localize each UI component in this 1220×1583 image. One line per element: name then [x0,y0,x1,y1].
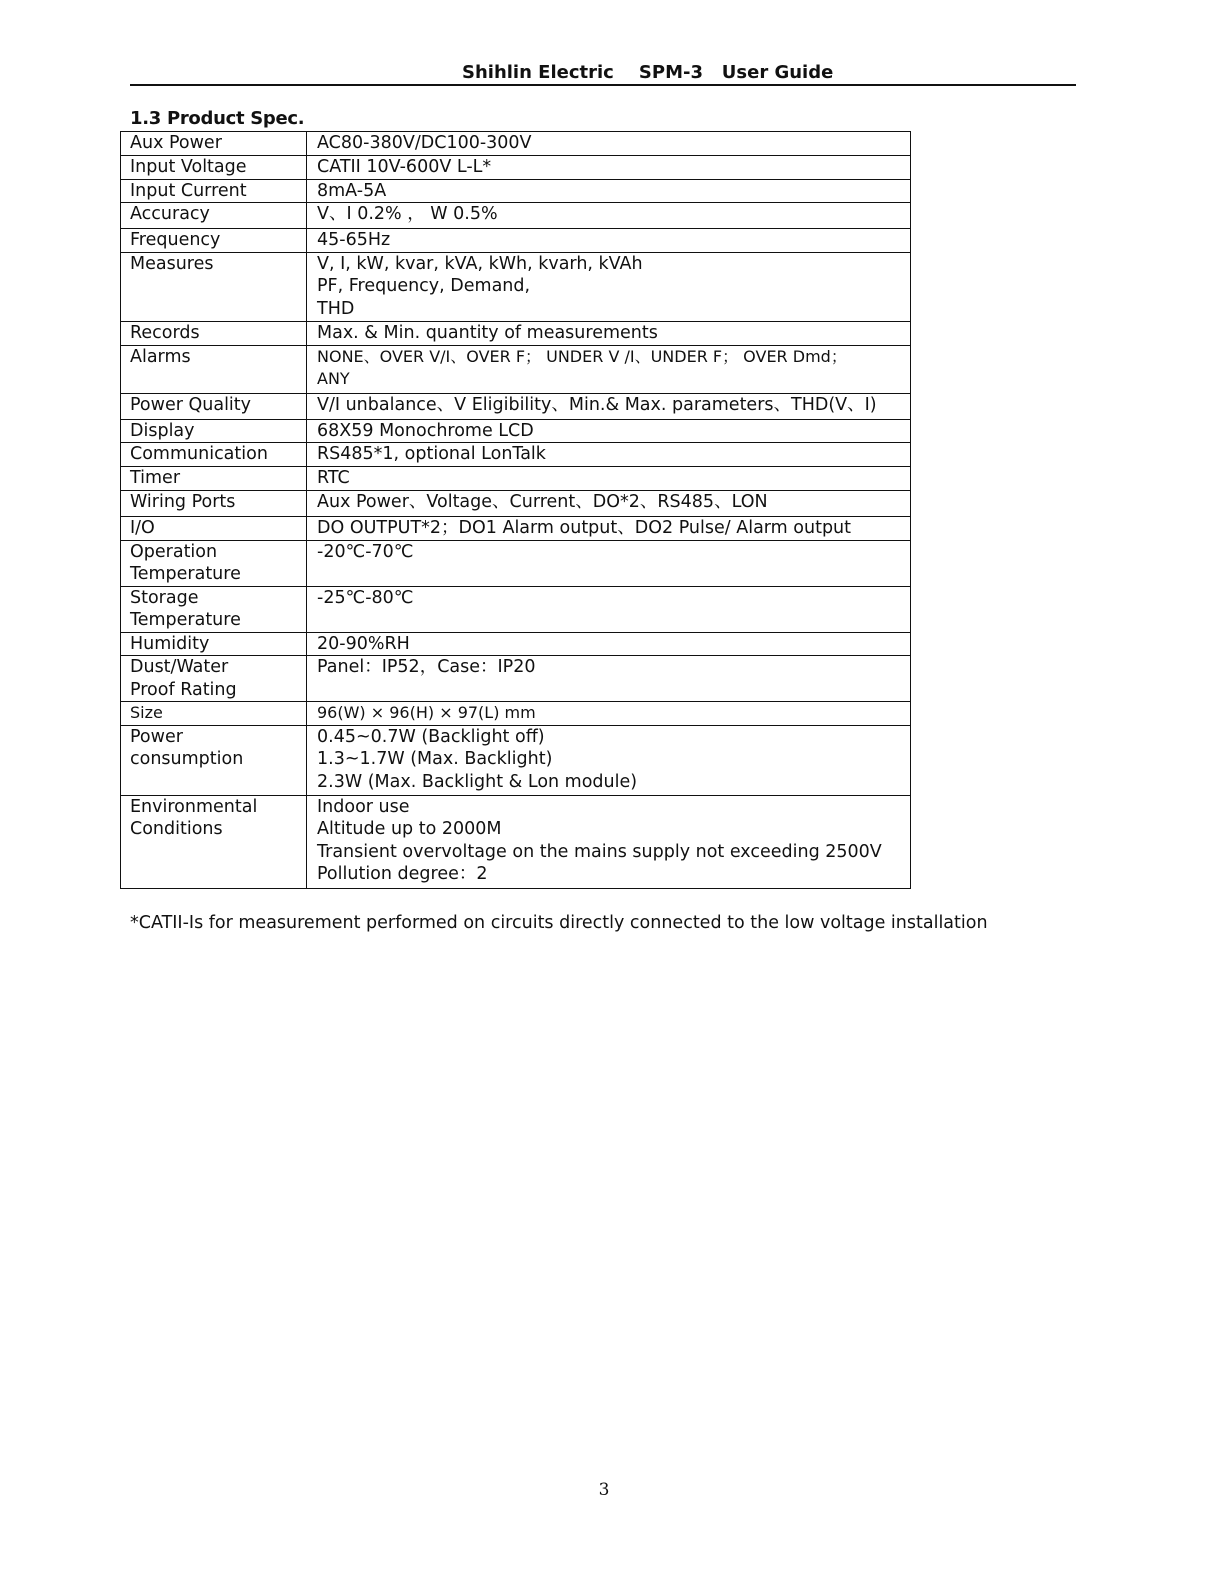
spec-value-cell [307,725,911,795]
spec-label: Records [130,322,200,343]
spec-row [121,656,911,702]
spec-label-cell [121,321,307,345]
spec-row [121,632,911,656]
page-header [130,62,1076,86]
spec-label-cell [121,586,307,632]
spec-value-cell [307,467,911,491]
spec-value-cell [307,252,911,321]
spec-value: AC80-380V/DC100-300V [317,133,532,153]
spec-value: ANY [317,369,350,388]
spec-row [121,702,911,726]
spec-label-cell [121,155,307,179]
spec-row [121,252,911,321]
spec-row [121,516,911,540]
spec-value: Indoor use [317,796,410,817]
spec-value-cell [307,203,911,229]
spec-value-cell [307,155,911,179]
spec-value-cell [307,393,911,419]
spec-label: Measures [130,253,214,274]
spec-label: Power [130,726,183,747]
spec-value: Altitude up to 2000M [317,819,502,839]
spec-value-cell [307,179,911,203]
spec-row [121,321,911,345]
product-spec-table [120,131,911,889]
spec-label-cell [121,725,307,795]
spec-value-cell [307,345,911,393]
spec-label-cell [121,203,307,229]
spec-label-cell [121,419,307,443]
spec-label-cell [121,252,307,321]
spec-label-cell [121,632,307,656]
spec-row [121,203,911,229]
spec-value: 0.45~0.7W (Backlight off) [317,726,545,747]
spec-value: CATII 10V-600V L-L* [317,156,492,177]
spec-row [121,540,911,586]
spec-label-cell [121,443,307,467]
spec-row [121,419,911,443]
spec-row [121,586,911,632]
spec-label: consumption [130,749,244,769]
spec-value: V、I 0.2% ， W 0.5% [317,204,498,224]
spec-value: Pollution degree：2 [317,864,488,884]
spec-value: 96(W) × 96(H) × 97(L) mm [317,703,536,722]
spec-table-body [121,132,911,889]
spec-value: DO OUTPUT*2；DO1 Alarm output、DO2 Pulse/ Alarm output [317,517,852,538]
spec-label: Humidity [130,633,210,654]
spec-value: Transient overvoltage on the mains supply not exceeding 2500V [317,841,882,862]
spec-label: Input Current [130,180,247,201]
spec-value: 8mA-5A [317,180,387,201]
spec-label-cell [121,516,307,540]
section-title: 1.3 Product Spec. [130,108,305,129]
spec-row [121,490,911,516]
spec-label-cell [121,656,307,702]
header-title: Shihlin Electric SPM-3 User Guide [462,62,834,83]
spec-value-cell [307,586,911,632]
spec-value: 2.3W (Max. Backlight & Lon module) [317,771,638,792]
spec-label: Environmental [130,796,258,817]
spec-label: Aux Power [130,133,222,153]
spec-row [121,393,911,419]
spec-label-cell [121,229,307,253]
spec-value: PF, Frequency, Demand, [317,276,531,296]
spec-label-cell [121,132,307,156]
spec-label: Timer [130,468,181,488]
spec-row [121,179,911,203]
spec-label-cell [121,345,307,393]
spec-value-cell [307,229,911,253]
spec-value-cell [307,540,911,586]
spec-label-cell [121,393,307,419]
spec-label-cell [121,795,307,888]
spec-row [121,345,911,393]
spec-value-cell [307,443,911,467]
spec-label-cell [121,490,307,516]
spec-value: Panel：IP52，Case：IP20 [317,657,536,677]
spec-label-cell [121,540,307,586]
spec-value: -25℃-80℃ [317,587,414,608]
spec-label: Communication [130,444,268,464]
spec-value: 68X59 Monochrome LCD [317,420,534,441]
spec-label: Temperature [130,610,241,630]
spec-value-cell [307,702,911,726]
spec-row [121,795,911,888]
spec-value-cell [307,795,911,888]
spec-label: Temperature [130,564,241,584]
spec-value-cell [307,632,911,656]
spec-value-cell [307,321,911,345]
spec-label: Size [130,703,163,722]
spec-value-cell [307,132,911,156]
spec-row [121,229,911,253]
spec-value: -20℃-70℃ [317,541,414,562]
spec-label-cell [121,467,307,491]
spec-label: Input Voltage [130,156,247,177]
spec-label: Proof Rating [130,679,237,700]
spec-label: Operation [130,541,218,562]
spec-value: V/I unbalance、V Eligibility、Min.& Max. parameters、THD(V、I) [317,394,877,415]
spec-label: I/O [130,517,155,538]
spec-label: Power Quality [130,394,252,415]
spec-label: Frequency [130,230,221,250]
page-number: 3 [598,1480,610,1500]
spec-label: Display [130,420,195,441]
spec-value-cell [307,490,911,516]
spec-value-cell [307,656,911,702]
spec-value: NONE、OVER V/I、OVER F； UNDER V /I、UNDER F； OVER Dmd； [317,346,847,366]
spec-value: Max. & Min. quantity of measurements [317,322,658,343]
spec-value: V, I, kW, kvar, kVA, kWh, kvarh, kVAh [317,253,643,274]
spec-label: Wiring Ports [130,491,236,512]
spec-value: 45-65Hz [317,230,391,250]
spec-value: 20-90%RH [317,633,410,654]
spec-row [121,132,911,156]
spec-label: Conditions [130,819,223,839]
spec-label: Storage [130,587,199,608]
footnote: *CATII-Is for measurement performed on circuits directly connected to the low voltage installation [130,913,988,933]
spec-value: THD [317,298,355,319]
spec-row [121,443,911,467]
spec-value-cell [307,419,911,443]
spec-label: Dust/Water [130,657,229,677]
spec-label-cell [121,702,307,726]
spec-value: Aux Power、Voltage、Current、DO*2、RS485、LON [317,491,768,512]
spec-label: Alarms [130,346,191,367]
spec-label-cell [121,179,307,203]
spec-label: Accuracy [130,204,210,224]
spec-value: RTC [317,468,350,488]
spec-row [121,155,911,179]
spec-row [121,725,911,795]
spec-value-cell [307,516,911,540]
spec-value: 1.3~1.7W (Max. Backlight) [317,749,553,769]
spec-row [121,467,911,491]
spec-value: RS485*1, optional LonTalk [317,444,546,464]
